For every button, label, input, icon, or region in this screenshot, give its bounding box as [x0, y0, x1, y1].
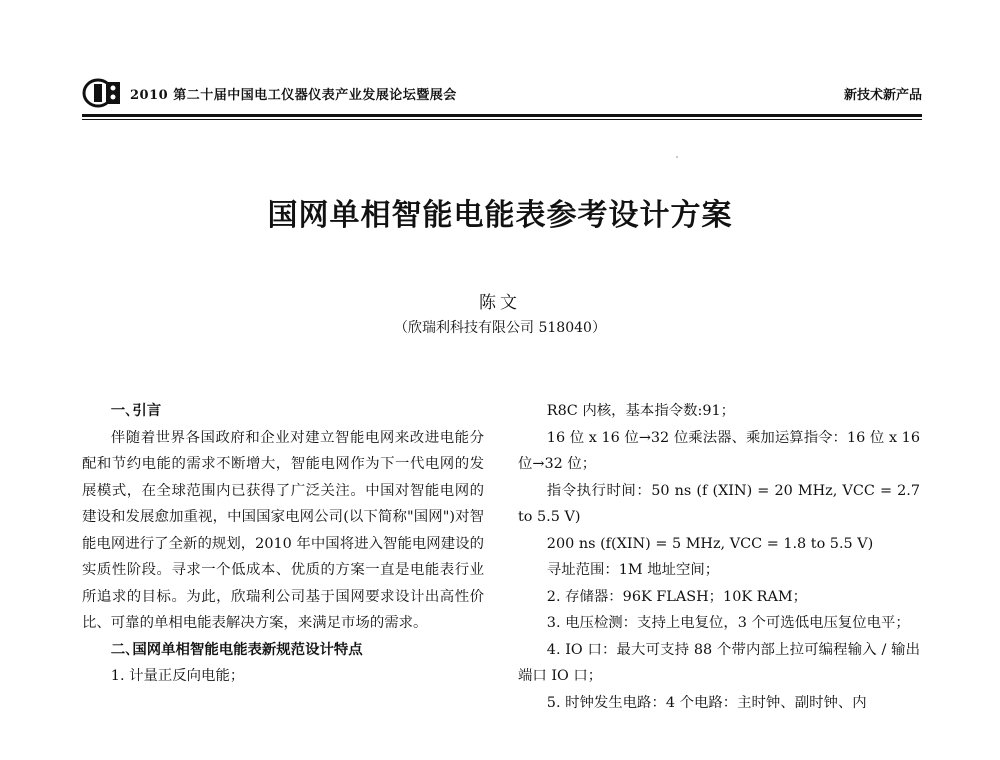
header-rule-thick: [82, 114, 922, 117]
spec-line: 5. 时钟发生电路：4 个电路：主时钟、副时钟、内: [546, 694, 867, 711]
scan-speck: [676, 156, 678, 158]
header-rule-thin: [82, 119, 922, 120]
section-label: 新技术新产品: [843, 88, 922, 103]
intro-paragraph: 伴随着世界各国政府和企业对建立智能电网来改进电能分配和节约电能的需求不断增大，智能电网作为下一代电网的发展模式，在全球范围内已获得了广泛关注。中国对智能电网的建设和发展愈加重视，中国国家电网公司(以下简称"国网")对智能电网进行了全新的规划，2010 年中国将进入智能电网建设的实质性阶段。寻求一个低成本、优质的方案一直是电能表行业所追求的目标。为此，欣瑞利公司基于国网要求设计出高性价比、可靠的单相电能表解决方案，来满足市场的需求。: [82, 429, 484, 631]
feature-item-1: 1. 计量正反向电能；: [110, 668, 245, 684]
spec-line: 3. 电压检测：支持上电复位，3 个可选低电压复位电平；: [546, 615, 910, 631]
spec-line: 16 位 x 16 位→32 位乘法器、乘加运算指令：16 位 x 16 位→32 位；: [518, 429, 920, 472]
conference-name: 2010 第二十届中国电工仪器仪表产业发展论坛暨展会: [130, 88, 457, 103]
author-name: 陈文: [479, 293, 521, 313]
spec-line: 指令执行时间：50 ns (f (XIN) = 20 MHz, VCC = 2.7 to 5.5 V): [518, 482, 920, 525]
spec-line: 2. 存储器：96K FLASH；10K RAM；: [546, 588, 808, 605]
right-column: [518, 398, 920, 716]
spec-line: R8C 内核，基本指令数:91；: [546, 403, 736, 419]
paper-title: 国网单相智能电能表参考设计方案: [267, 198, 733, 233]
spec-line: 200 ns (f(XIN) = 5 MHz, VCC = 1.8 to 5.5 V): [546, 535, 874, 552]
spec-line: 寻址范围：1M 地址空间；: [546, 562, 720, 578]
conference-logo-icon: [82, 78, 126, 108]
left-column: [82, 398, 484, 690]
author-affiliation: （欣瑞利科技有限公司 518040）: [394, 320, 606, 336]
spec-line: 4. IO 口：最大可支持 88 个带内部上拉可编程输入 / 输出端口 IO 口；: [518, 641, 920, 684]
section-heading-intro: 一､引言: [110, 403, 162, 419]
running-header: [82, 70, 922, 116]
section-heading-features: 二､国网单相智能电能表新规范设计特点: [110, 641, 363, 658]
